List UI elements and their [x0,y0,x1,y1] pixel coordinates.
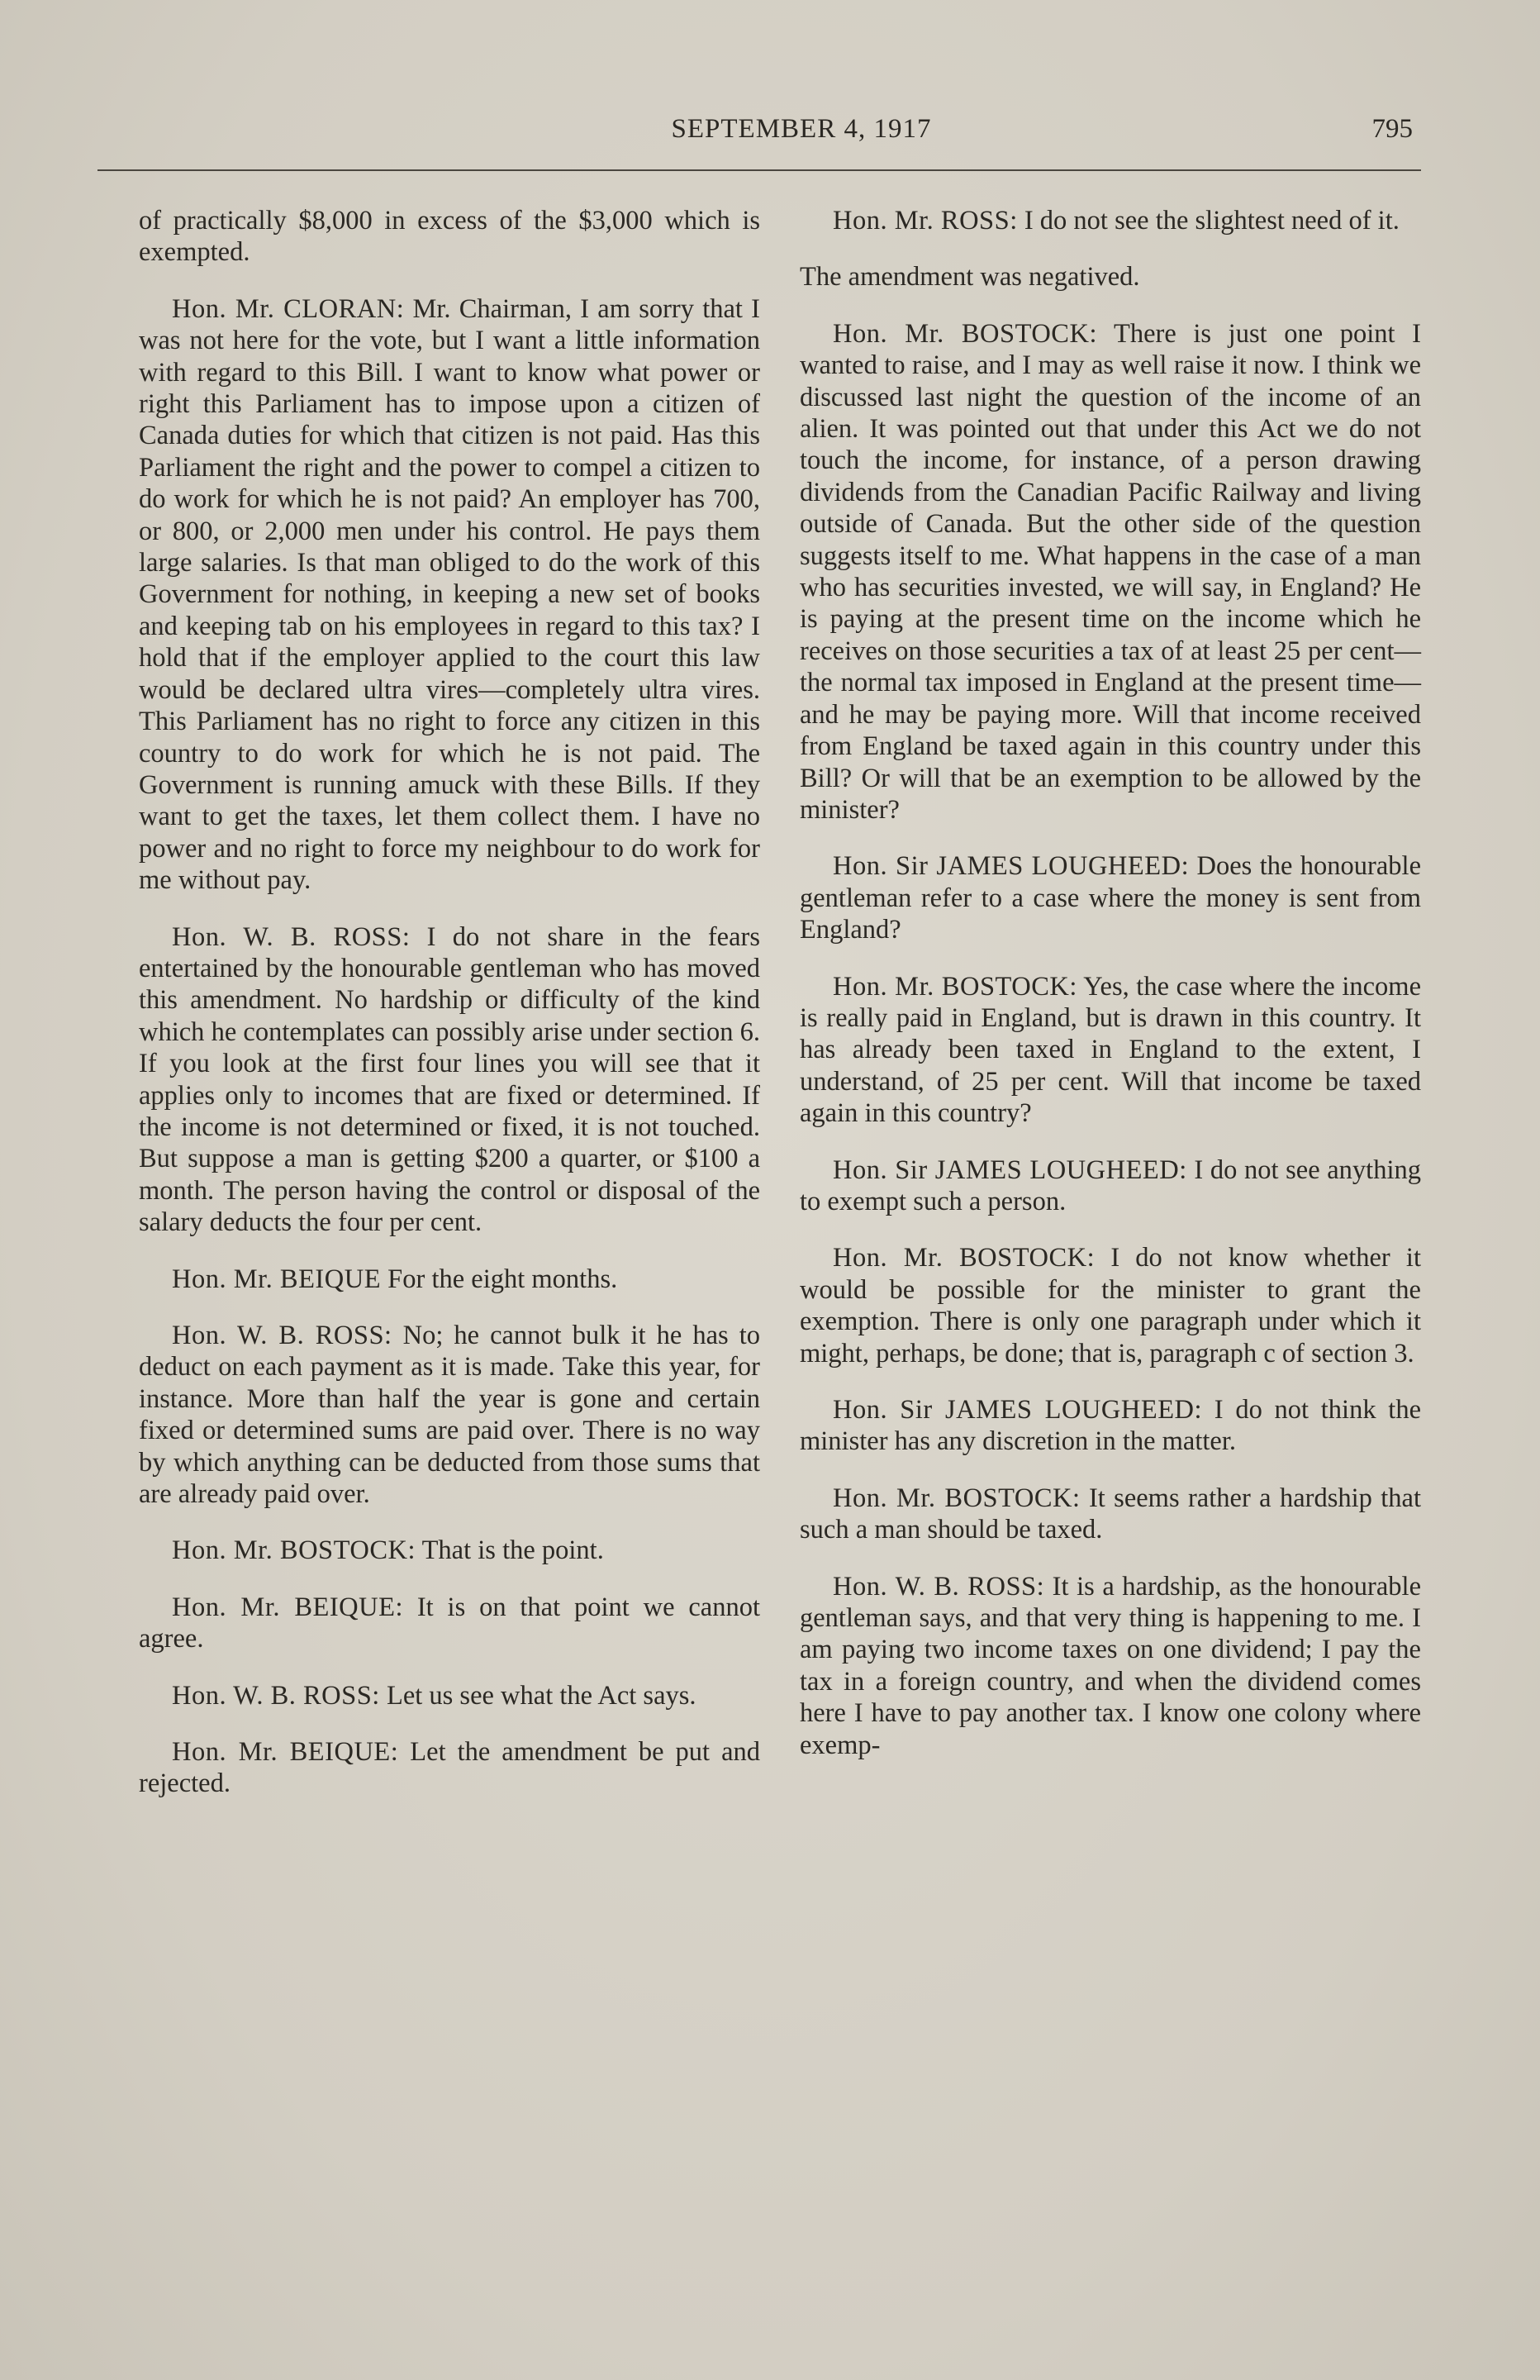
speaker-name: Hon. Sir JAMES LOUGHEED: [833,1154,1187,1185]
paragraph-text: I do not know whether it would be possible for the minister to grant the exemption. There is only one paragraph under which it might, perhaps, be done; that is, paragraph c of section 3. [800,1243,1421,1368]
paragraph [139,1592,760,1655]
paragraph-text: I do not see the slightest need of it. [1017,206,1400,236]
speaker-name: Hon. Sir JAMES LOUGHEED: [833,851,1190,882]
paragraph [800,850,1421,945]
speaker-name: Hon. Mr. BEIQUE: [172,1737,399,1768]
paragraph-text: It is on that point we cannot agree. [139,1592,760,1654]
paragraph-text: It seems rather a hardship that such a man should be taxed. [800,1483,1421,1545]
paragraph [800,1242,1421,1369]
paragraph-text: Let us see what the Act says. [379,1680,696,1711]
paragraph [139,921,760,1239]
paragraph-text: of practically $8,000 in excess of the $3,000 which is exempted. [139,206,760,268]
speaker-name: Hon. W. B. ROSS: [833,1571,1045,1602]
paragraph-text: That is the point. [416,1535,604,1566]
paragraph [139,293,760,897]
paragraph-text: There is just one point I wanted to raise, and I may as well raise it now. I think we discussed last night the question of the income of an alien. It was pointed out that under this Act we do not touch the income, for instance, of a person drawing dividends from the Canadian Pacific Railway and living outside of Canada. But the other side of the question suggests itself to me. What happens in the case of a man who has securities invested, we will say, in England? He is paying at the present time on the income which he receives on those securities a tax of at least 25 per cent—the normal tax imposed in England at the present time—and he may be paying more. Will that income received from England be taxed again in this country under this Bill? Or will that be an exemption to be allowed by the minister? [800,318,1421,825]
speaker-name: Hon. Mr. BOSTOCK: [833,971,1077,1002]
speaker-name: Hon. Mr. BOSTOCK: [833,1483,1081,1513]
paragraph [800,1394,1421,1458]
left-column [139,205,760,1825]
paragraph [800,318,1421,826]
paragraph [800,1571,1421,1761]
paragraph-text: The amendment was negatived. [800,262,1140,293]
paragraph [139,1680,760,1711]
speaker-name: Hon. Mr. ROSS: [833,206,1018,236]
paragraph-text: Mr. Chairman, I am sorry that I was not here for the vote, but I want a little information with regard to this Bill. I want to know what power or right this Parliament has to impose upon a citizen of Canada duties for which that citizen is not paid. Has this Parliament the right and the power to compel a citizen to do work for which he is not paid? An employer has 700, or 800, or 2,000 men under his control. He pays them large salaries. Is that man obliged to do the work of this Government for nothing, in keeping a new set of books and keeping tab on his employees in regard to this tax? I hold that if the employer applied to the court this law would be declared ultra vires—completely ultra vires. This Parliament has no right to force any citizen in this country to do work for which he is not paid. The Government is running amuck with these Bills. If they want to get the taxes, let them collect them. I have no power and no right to force my neighbour to do work for me without pay. [139,293,761,896]
speaker-name: Hon. Mr. BOSTOCK: [833,318,1097,349]
page-header [190,114,1413,155]
paragraph-text: No; he cannot bulk it he has to deduct on each payment as it is made. Take this year, for instance. More than half the year is gone and certain fixed or determined sums are paid over. There is no way by which anything can be deducted from those sums that are already paid over. [139,1321,760,1510]
speaker-name: Hon. Mr. BOSTOCK: [833,1243,1096,1273]
speaker-name: Hon. Mr. BOSTOCK: [172,1535,416,1566]
paragraph [139,1320,760,1510]
paragraph-text: I do not think the minister has any discretion in the matter. [800,1395,1422,1457]
paragraph-text: It is a hardship, as the honourable gentleman says, and that very thing is happening to me. I am paying two income taxes on one dividend; I pay the tax in a foreign country, and when the dividend comes here I have to pay another tax. I know one colony where exemp- [800,1571,1421,1760]
header-rule [97,169,1421,171]
paragraph [800,261,1421,293]
speaker-name: Hon. Sir JAMES LOUGHEED: [833,1395,1203,1425]
speaker-name: Hon. W. B. ROSS: [172,1321,392,1350]
paragraph [800,1483,1421,1546]
right-column [800,205,1421,1786]
paragraph [800,1154,1421,1218]
paragraph [800,971,1421,1130]
paragraph-text: Does the honourable gentleman refer to a case where the money is sent from England? [800,851,1422,945]
page-number: 795 [1371,114,1413,144]
speaker-name: Hon. Mr. BEIQUE: [172,1592,404,1622]
paragraph-text: For the eight months. [381,1264,618,1294]
paragraph [139,1535,760,1566]
paragraph [139,205,760,269]
paragraph-text: I do not share in the fears entertained by the honourable gentleman who has moved this amendment. No hardship or difficulty of the kind which he contemplates can possibly arise under section 6. If you look at the first four lines you will see that it applies only to incomes that are fixed or determined. If the income is not determined or fixed, it is not touched. But suppose a man is getting $200 a quarter, or $100 a month. The person having the control or disposal of the salary deducts the four per cent. [139,921,760,1238]
paragraph [800,205,1421,236]
paragraph-text: Yes, the case where the income is really paid in England, but is drawn in this country. It has already been taxed in England to the extent, I understand, of 25 per cent. Will that income be taxed again in this country? [800,971,1421,1129]
speaker-name: Hon. Mr. BEIQUE [172,1264,382,1294]
speaker-name: Hon. Mr. CLORAN: [172,293,405,324]
speaker-name: Hon. W. B. ROSS: [172,1680,380,1711]
paragraph [139,1736,760,1800]
header-date: SEPTEMBER 4, 1917 [671,114,932,144]
paragraph-text: Let the amendment be put and rejected. [139,1737,760,1799]
paragraph-text: I do not see anything to exempt such a person. [800,1154,1421,1216]
speaker-name: Hon. W. B. ROSS: [172,921,411,952]
paragraph [139,1264,760,1295]
